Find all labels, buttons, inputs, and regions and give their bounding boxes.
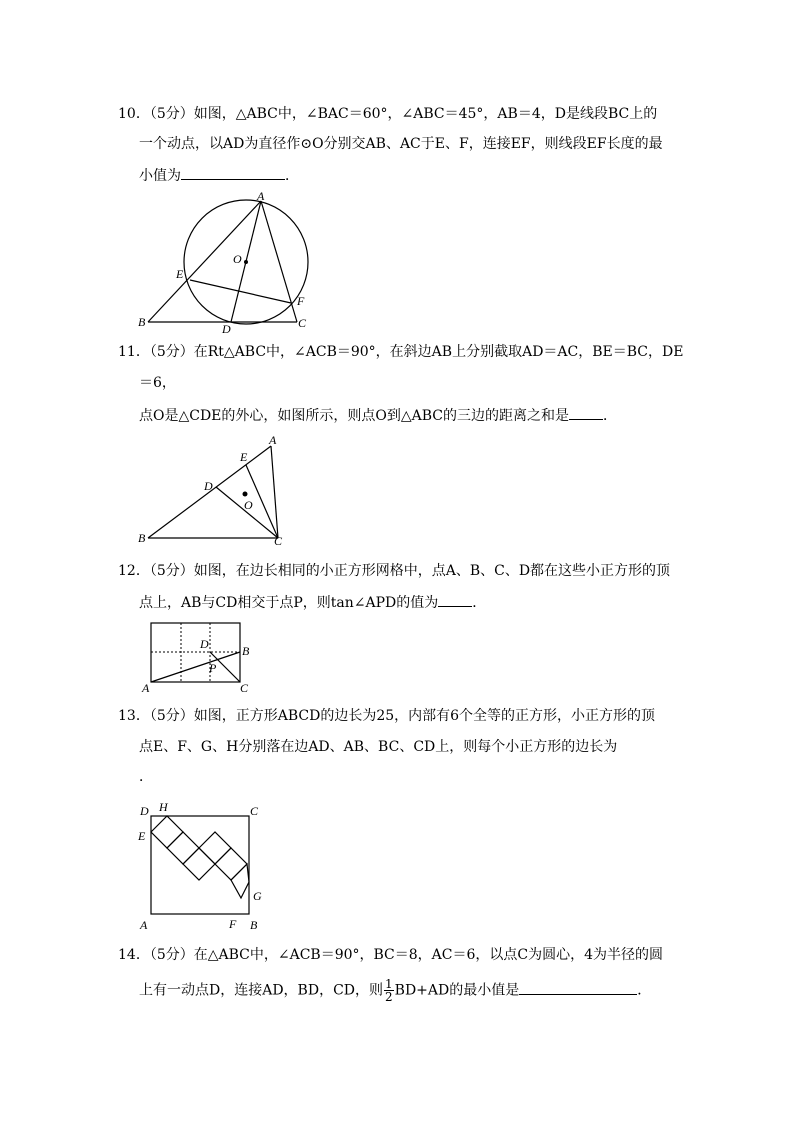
q14-answer-blank bbox=[519, 980, 637, 995]
q11-label-a: A bbox=[269, 433, 277, 447]
q10-label-f: F bbox=[297, 294, 305, 308]
q11-line-1: 11．（5分）在Rt△ABC中，∠ACB＝90°，在斜边AB上分别截取AD＝AC，BE＝BC，DE bbox=[118, 344, 684, 360]
q13-label-e: E bbox=[138, 829, 146, 843]
q14-fraction-numerator: 1 bbox=[385, 977, 393, 991]
q10-label-a: A bbox=[257, 189, 265, 203]
q12-line-1: 12．（5分）如图，在边长相同的小正方形网格中，点A、B、C、D都在这些小正方形的顶 bbox=[118, 563, 671, 579]
q13-square-abcd bbox=[151, 816, 249, 914]
q13-line-3: ． bbox=[139, 769, 153, 785]
q14-line-1: 14．（5分）在△ABC中，∠ACB＝90°，BC＝8，AC＝6，以点C为圆心，4为半径的圆 bbox=[118, 947, 664, 963]
q14-line-2 bbox=[139, 978, 699, 1003]
q12-label-d: D bbox=[200, 637, 209, 651]
q11-line-3-end: ． bbox=[603, 408, 618, 424]
q11-label-c: C bbox=[274, 534, 283, 548]
q12-grid-lines bbox=[151, 623, 240, 682]
q11-answer-blank bbox=[569, 405, 603, 420]
q11-label-e: E bbox=[240, 450, 248, 464]
q10-side-ab bbox=[148, 201, 261, 322]
q13-label-d: D bbox=[140, 804, 149, 818]
q10-figure bbox=[130, 188, 320, 336]
q11-label-b: B bbox=[138, 531, 146, 545]
q13-label-a: A bbox=[140, 918, 148, 932]
q11-line-3-text: 点O是△CDE的外心，如图所示，则点O到△ABC的三边的距离之和是 bbox=[139, 408, 570, 424]
q14-fraction-denominator: 2 bbox=[385, 990, 393, 1004]
q10-line-1: 10．（5分）如图，△ABC中，∠BAC＝60°，∠ABC＝45°，AB＝4，D是线段BC上的 bbox=[118, 106, 658, 122]
q13-line-1: 13．（5分）如图，正方形ABCD的边长为25，内部有6个全等的正方形，小正方形的顶 bbox=[118, 708, 656, 724]
q14-line-2-pre: 上有一动点D，连接AD，BD，CD，则 bbox=[139, 982, 384, 999]
q14-line-2-end: ． bbox=[637, 982, 652, 999]
q11-point-o bbox=[243, 492, 248, 497]
q10-label-e: E bbox=[176, 267, 184, 281]
q12-label-c: C bbox=[240, 681, 249, 694]
q11-label-o: O bbox=[244, 498, 253, 512]
q13-small-squares bbox=[151, 816, 249, 898]
q10-label-b: B bbox=[138, 315, 146, 329]
q10-line-3 bbox=[139, 165, 699, 186]
q12-label-b: B bbox=[242, 644, 250, 658]
q12-segment-ab bbox=[151, 652, 240, 682]
q12-line-2 bbox=[139, 592, 699, 613]
q13-label-f: F bbox=[229, 917, 237, 931]
q12-label-p: P bbox=[209, 661, 217, 675]
q10-line-3-end: ． bbox=[285, 168, 299, 184]
q12-line-2-end: ． bbox=[472, 595, 487, 611]
q10-label-c: C bbox=[298, 316, 307, 330]
q13-label-g: G bbox=[253, 889, 262, 903]
q10-label-d: D bbox=[222, 322, 231, 336]
q10-line-3-text: 小值为 bbox=[139, 168, 181, 184]
q11-line-2: ＝6， bbox=[139, 375, 176, 391]
q11-line-3 bbox=[139, 405, 699, 426]
q12-answer-blank bbox=[438, 592, 472, 607]
q13-figure bbox=[134, 798, 270, 934]
q13-label-b: B bbox=[250, 918, 258, 932]
q10-line-2: 一个动点，以AD为直径作⊙O分别交AB、AC于E、F，连接EF，则线段EF长度的最 bbox=[139, 136, 663, 152]
q13-label-h: H bbox=[159, 800, 168, 814]
q14-line-2-post: BD+AD的最小值是 bbox=[394, 982, 520, 999]
q11-figure bbox=[130, 428, 300, 550]
q14-fraction bbox=[384, 978, 394, 1003]
q11-label-d: D bbox=[204, 479, 213, 493]
q12-line-2-text: 点上，AB与CD相交于点P，则tan∠APD的值为 bbox=[139, 595, 439, 611]
q10-center-dot bbox=[244, 260, 248, 264]
q13-label-c: C bbox=[250, 804, 259, 818]
q12-label-a: A bbox=[142, 681, 150, 694]
q13-line-2: 点E、F、G、H分别落在边AD、AB、BC、CD上，则每个小正方形的边长为 bbox=[139, 739, 618, 755]
q12-figure bbox=[138, 618, 256, 694]
q10-answer-blank bbox=[181, 165, 285, 180]
q10-label-o: O bbox=[233, 252, 242, 266]
